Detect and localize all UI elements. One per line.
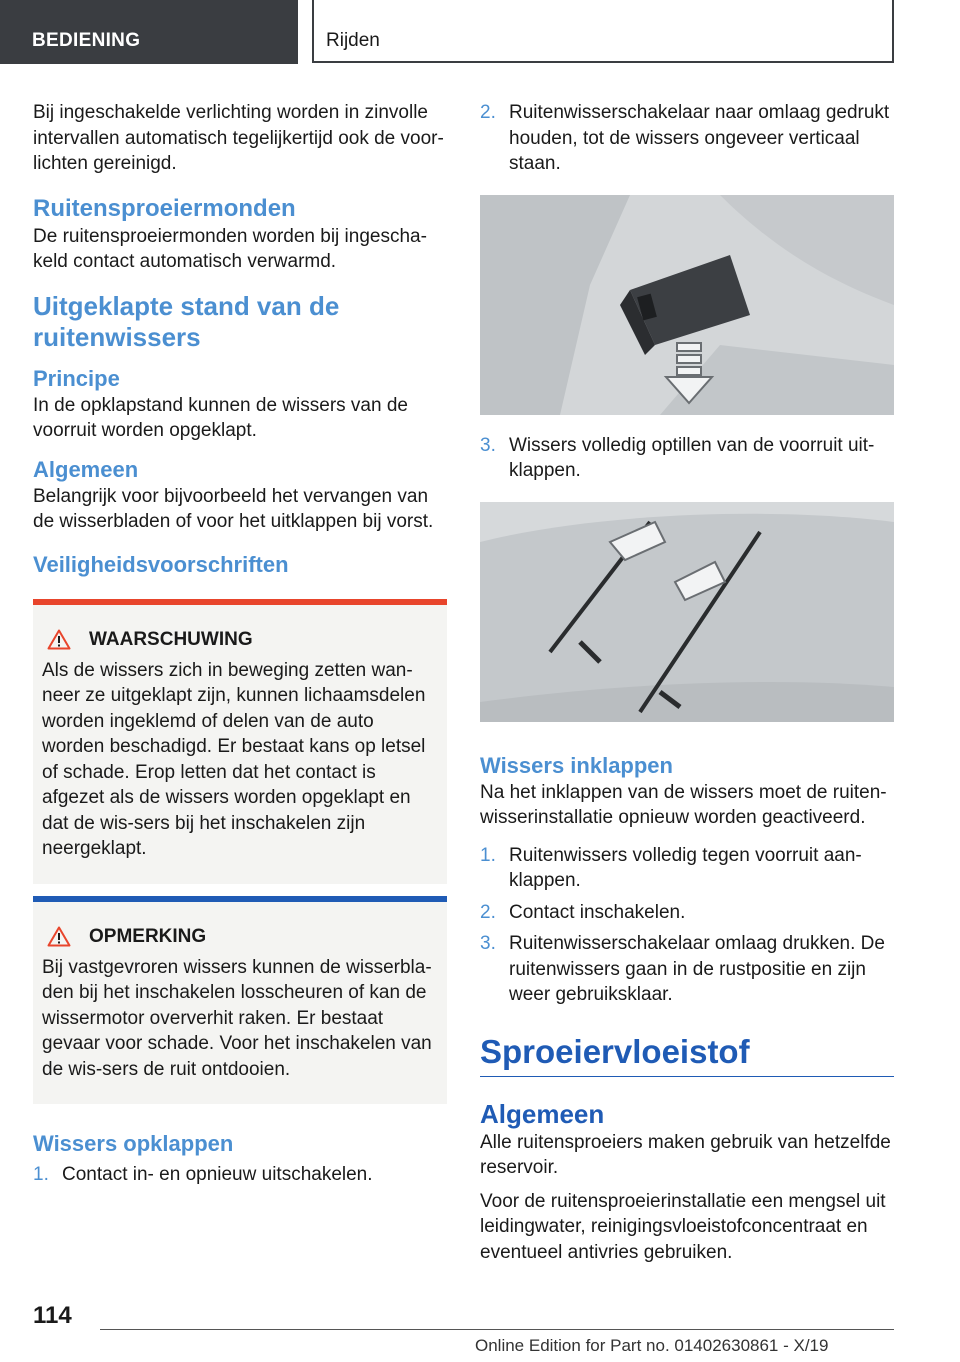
step-number: 2. — [480, 102, 496, 123]
wipers-down-paragraph: Na het inklappen van de wissers moet de ruiten-wisserinstallatie opnieuw worden geactiveerd. — [480, 781, 887, 828]
step-text: Ruitenwisserschakelaar omlaag drukken. De ruitenwissers gaan in de rustpositie en zijn weer gebruiksklaar. — [509, 933, 885, 1005]
step-text: Ruitenwissers volledig tegen voorruit aan-klappen. — [509, 844, 862, 891]
warning-triangle-icon — [47, 629, 71, 650]
page-number: 114 — [33, 1302, 72, 1329]
note-box — [33, 896, 447, 1105]
wiper-switch-drawing — [480, 195, 894, 415]
fluid-paragraph-1: Alle ruitensproeiers maken gebruik van hetzelfde reservoir. — [480, 1131, 891, 1178]
step-number: 2. — [480, 901, 496, 923]
list-item — [480, 100, 894, 177]
footer-edition: Online Edition for Part no. 01402630861 - X/19 — [475, 1336, 829, 1355]
left-column — [33, 100, 447, 1188]
heading-safety: Veiligheidsvoorschriften — [33, 551, 289, 577]
caution-triangle-icon — [47, 926, 71, 947]
list-item — [480, 900, 894, 926]
list-item — [480, 433, 894, 484]
footer-divider — [100, 1329, 894, 1330]
list-item — [33, 1162, 447, 1188]
intro-paragraph: Bij ingeschakelde verlichting worden in zinvolle intervallen automatisch tegelijkertijd ook de voor-lichten gereinigd. — [33, 102, 444, 174]
right-column — [480, 100, 894, 1265]
heading-fold-position: Uitgeklapte stand van de ruitenwissers — [33, 290, 340, 352]
heading-washer-fluid: Sproeiervloeistof — [480, 1032, 750, 1070]
wipers-raised-drawing — [480, 502, 894, 722]
warning-title: WAARSCHUWING — [89, 628, 253, 650]
step-number: 1. — [33, 1164, 49, 1185]
step-text: Ruitenwisserschakelaar naar omlaag gedrukt houden, tot de wissers ongeveer verticaal staan. — [509, 102, 890, 174]
nozzles-paragraph: De ruitensproeiermonden worden bij ingescha-keld contact automatisch verwarmd. — [33, 225, 427, 272]
warning-text: Als de wissers zich in beweging zetten wan-neer ze uitgeklapt zijn, kunnen lichaamsdelen worden ingeklemd of delen van de auto worden beschadigd. Er bestaat kans op letsel of schade. Erop letten dat het contact is afgezet als de wissers worden opgeklapt en dat de wis-sers bij het inschakelen zijn neergeklapt. — [42, 659, 426, 859]
illustration-wipers-raised — [480, 502, 894, 722]
heading-wipers-up: Wissers opklappen — [33, 1131, 234, 1156]
fluid-heading-rule — [480, 1032, 894, 1077]
list-item — [480, 843, 894, 894]
note-text: Bij vastgevroren wissers kunnen de wisserbla-den bij het inschakelen losscheuren of kan de wissermotor oververhit raken. Er bestaat gevaar voor schade. Voor het inschakelen van de wis-sers de ruit ontdooien. — [42, 956, 432, 1080]
note-title: OPMERKING — [89, 925, 207, 947]
header-chapter-label: Rijden — [326, 30, 380, 51]
steps-up-list — [33, 1162, 447, 1188]
steps-continue-list-2 — [480, 433, 894, 484]
header-chapter-tab — [312, 0, 894, 63]
heading-wipers-down: Wissers inklappen — [480, 752, 673, 778]
header-section-tab — [0, 0, 298, 64]
step-number: 1. — [480, 844, 496, 866]
steps-down-list — [480, 843, 894, 1008]
principle-paragraph: In de opklapstand kunnen de wissers van de voorruit worden opgeklapt. — [33, 394, 408, 441]
heading-general: Algemeen — [33, 456, 139, 482]
steps-continue-list — [480, 100, 894, 177]
warning-box — [33, 599, 447, 884]
step-text: Contact inschakelen. — [509, 901, 686, 923]
heading-principle: Principe — [33, 365, 120, 391]
fluid-paragraph-2: Voor de ruitensproeierinstallatie een mengsel uit leidingwater, reinigingsvloeistofconcentraat en eventueel antivries gebruiken. — [480, 1190, 886, 1263]
list-item — [480, 931, 894, 1008]
step-number: 3. — [480, 933, 496, 954]
heading-fluid-general: Algemeen — [480, 1098, 605, 1129]
general-paragraph: Belangrijk voor bijvoorbeeld het vervangen van de wisserbladen of voor het uitklappen bij vorst. — [33, 485, 434, 532]
step-text: Wissers volledig optillen van de voorruit uit-klappen. — [509, 434, 875, 481]
header-section-label: BEDIENING — [32, 30, 141, 51]
heading-nozzles: Ruitensproeiermonden — [33, 194, 296, 222]
step-text: Contact in- en opnieuw uitschakelen. — [62, 1164, 373, 1185]
illustration-wiper-switch — [480, 195, 894, 415]
step-number: 3. — [480, 434, 496, 456]
